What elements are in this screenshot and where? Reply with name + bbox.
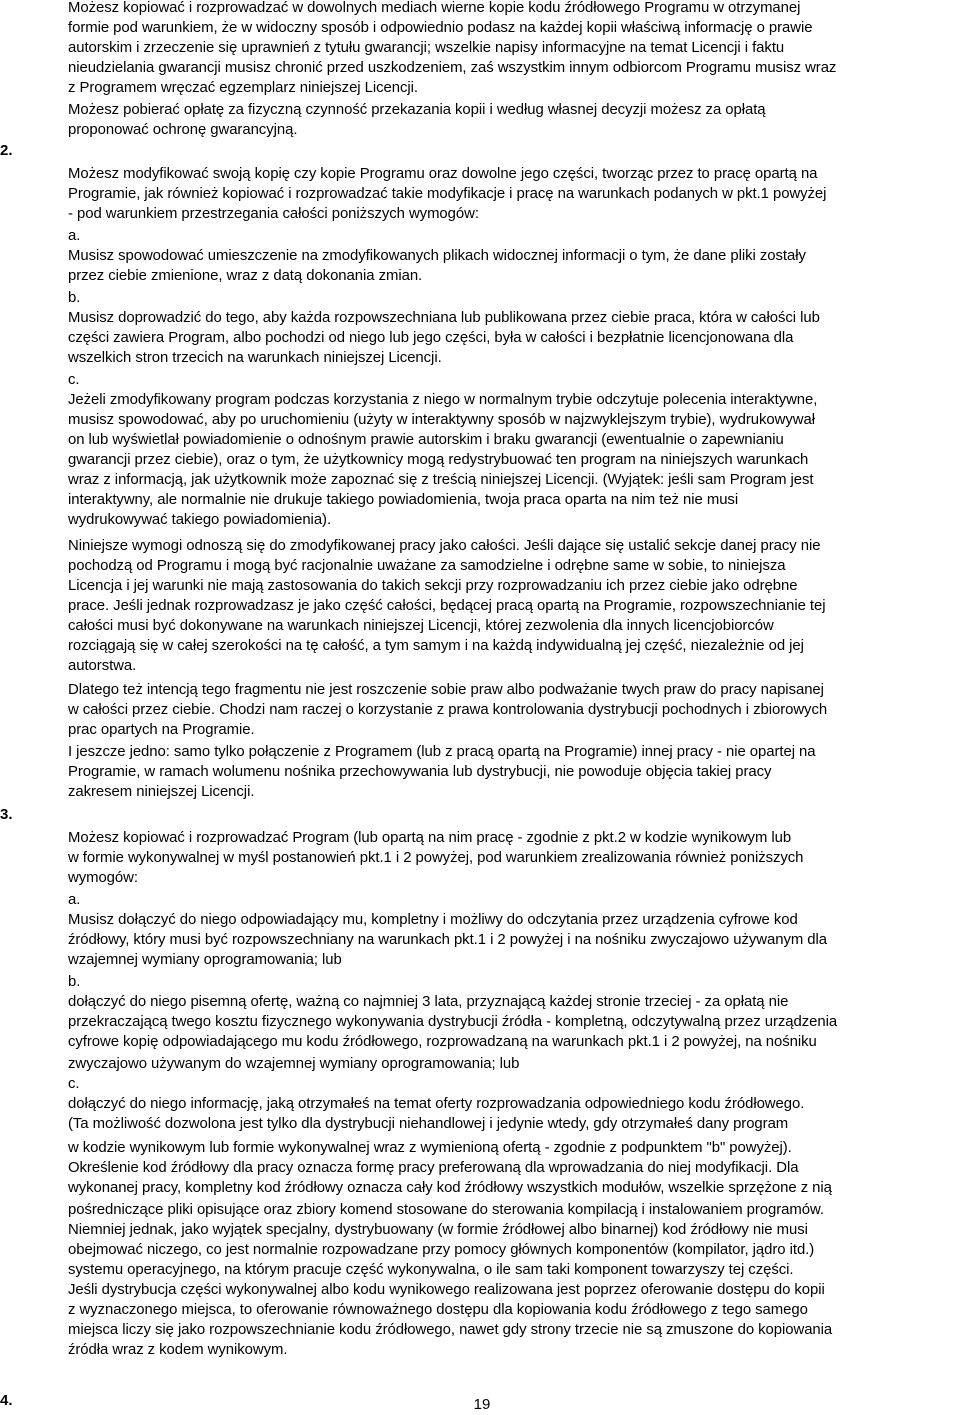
- section-number: 2.: [0, 142, 13, 159]
- text-line: Musisz dołączyć do niego odpowiadający mu, kompletny i możliwy do odczytania przez urządzenia cyfrowe kod: [68, 912, 798, 928]
- text-line: autorstwa.: [68, 658, 137, 674]
- text-line: rozciągają się w całej szerokości na tę całość, a tym samym i na każdą indywidualną jej część, niezależnie od jej: [68, 638, 804, 654]
- text-line: dołączyć do niego informację, jaką otrzymałeś na temat oferty rozprowadzania odpowiedniego kodu źródłowego.: [68, 1096, 805, 1112]
- text-line: całości musi być dokonywane na warunkach niniejszej Licencji, której zezwolenia dla innych licencjobiorców: [68, 618, 774, 634]
- text-line: zakresem niniejszej Licencji.: [68, 784, 255, 800]
- text-line: obejmować niczego, co jest normalnie rozpowadzane przy pomocy głównych komponentów (kompilator, jądro itd.): [68, 1242, 815, 1258]
- text-line: interaktywny, ale normalnie nie drukuje takiego powiadomienia, twoja praca oparta na nim też nie musi: [68, 492, 739, 508]
- text-line: pochodzą od Programu i mogą być racjonalnie uważane za samodzielne i odrębne same w sobie, to niniejsza: [68, 558, 786, 574]
- text-line: źródła wraz z kodem wynikowym.: [68, 1342, 288, 1358]
- text-line: Jeżeli zmodyfikowany program podczas korzystania z niego w normalnym trybie odczytuje polecenia interaktywne,: [68, 392, 818, 408]
- text-line: autorskim i zrzeczenie się uprawnień z tytułu gwarancji; wszelkie napisy informacyjne na temat Licencji i faktu: [68, 40, 785, 56]
- text-line: Jeśli dystrybucja części wykonywalnej albo kodu wynikowego realizowana jest poprzez oferowanie dostępu do kopii: [68, 1282, 825, 1298]
- text-line: formie pod warunkiem, że w widoczny sposób i odpowiednio podasz na każdej kopii właściwą informację o prawie: [68, 20, 813, 36]
- text-line: przekraczającą twego kosztu fizycznego wykonywania dystrybucji źródła - kompletną, odczytywalną przez urządzenia: [68, 1014, 838, 1030]
- section-number: 3.: [0, 806, 13, 823]
- text-line: Musisz spowodować umieszczenie na zmodyfikowanych plikach widocznej informacji o tym, że dane pliki zostały: [68, 248, 806, 264]
- text-line: b.: [68, 290, 81, 306]
- text-line: b.: [68, 974, 81, 990]
- text-line: przez ciebie zmienione, wraz z datą dokonania zmian.: [68, 268, 423, 284]
- text-line: cyfrowe kopię odpowiadającego mu kodu źródłowego, rozprowadzaną na warunkach pkt.1 i 2 powyżej, na nośniku: [68, 1034, 817, 1050]
- text-line: wzajemnej wymiany oprogramowania; lub: [68, 952, 342, 968]
- text-line: Niemniej jednak, jako wyjątek specjalny, dystrybuowany (w formie źródłowej albo binarnej) kod źródłowy nie musi: [68, 1222, 808, 1238]
- text-line: Możesz kopiować i rozprowadzać Program (lub opartą na nim pracę - zgodnie z pkt.2 w kodzie wynikowym lub: [68, 830, 792, 846]
- section-number: 4.: [0, 1392, 13, 1409]
- text-line: źródłowy, który musi być rozpowszechniany na warunkach pkt.1 i 2 powyżej i na nośniku zwyczajowo używanym dla: [68, 932, 827, 948]
- text-line: Licencja i jej warunki nie mają zastosowania do takich sekcji przy rozprowadzaniu ich przez ciebie jako odrębne: [68, 578, 798, 594]
- text-line: wydrukowywać takiego powiadomienia).: [68, 512, 332, 528]
- text-line: pośredniczące pliki opisujące oraz zbiory komend stosowane do sterowania kompilacją i instalowaniem programów.: [68, 1202, 824, 1218]
- text-line: proponować ochronę gwarancyjną.: [68, 122, 298, 138]
- text-line: wymogów:: [68, 870, 138, 886]
- text-line: prace. Jeśli jednak rozprowadzasz je jako część całości, będącej pracą opartą na Programie, rozpowszechnianie tej: [68, 598, 826, 614]
- text-line: c.: [68, 372, 80, 388]
- text-line: musisz spowodować, aby po uruchomieniu (użyty w interaktywny sposób w najzwyklejszym trybie), wydrukowywał: [68, 412, 815, 428]
- text-line: Możesz modyfikować swoją kopię czy kopie Programu oraz dowolne jego części, tworząc przez to pracę opartą na: [68, 166, 818, 182]
- text-line: części zawiera Program, albo pochodzi od niego lub jego części, była w całości i bezpłatnie licencjonowana dla: [68, 330, 794, 346]
- text-line: Określenie kod źródłowy dla pracy oznacza formę pracy preferowaną dla wprowadzania do niej modyfikacji. Dla: [68, 1160, 799, 1176]
- text-line: c.: [68, 1076, 80, 1092]
- text-line: I jeszcze jedno: samo tylko połączenie z Programem (lub z pracą opartą na Programie) innej pracy - nie opartej na: [68, 744, 816, 760]
- text-line: gwarancji przez ciebie), oraz o tym, że użytkownicy mogą redystrybuować ten program na niniejszych warunkach: [68, 452, 809, 468]
- page-number: 19: [473, 1396, 491, 1413]
- text-line: Programie, w ramach wolumenu nośnika przechowywania lub dystrybucji, nie powoduje objęcia takiej pracy: [68, 764, 772, 780]
- text-line: on lub wyświetlał powiadomienie o odnośnym prawie autorskim i braku gwarancji (ewentualnie o zapewnianiu: [68, 432, 784, 448]
- text-line: systemu operacyjnego, na którym pracuje część wykonywalna, o ile sam taki komponent towarzyszy tej części.: [68, 1262, 794, 1278]
- text-line: Programie, jak również kopiować i rozprowadzać takie modyfikacje i pracę na warunkach podanych w pkt.1 powyżej: [68, 186, 827, 202]
- text-line: a.: [68, 892, 81, 908]
- text-line: w formie wykonywalnej w myśl postanowień pkt.1 i 2 powyżej, pod warunkiem zrealizowania również poniższych: [68, 850, 804, 866]
- text-line: a.: [68, 228, 81, 244]
- text-line: prac opartych na Programie.: [68, 722, 255, 738]
- text-line: (Ta możliwość dozwolona jest tylko dla dystrybucji niehandlowej i jedynie wtedy, gdy otrzymałeś dany program: [68, 1116, 789, 1132]
- text-line: nieudzielania gwarancji musisz chronić przed uszkodzeniem, zaś wszystkim innym odbiorcom Programu musisz wraz: [68, 60, 837, 76]
- text-line: Dlatego też intencją tego fragmentu nie jest roszczenie sobie praw albo podważanie twych praw do pracy napisanej: [68, 682, 824, 698]
- text-line: wraz z informacją, jak użytkownik może zapoznać się z treścią niniejszej Licencji. (Wyjątek: jeśli sam Program jest: [68, 472, 814, 488]
- text-line: Możesz kopiować i rozprowadzać w dowolnych mediach wierne kopie kodu źródłowego Programu w otrzymanej: [68, 0, 801, 16]
- text-line: z Programem wręczać egzemplarz niniejszej Licencji.: [68, 80, 418, 96]
- text-line: w kodzie wynikowym lub formie wykonywalnej wraz z wymienioną ofertą - zgodnie z podpunktem "b" powyżej).: [68, 1140, 792, 1156]
- text-line: Musisz doprowadzić do tego, aby każda rozpowszechniana lub publikowana przez ciebie praca, która w całości lub: [68, 310, 820, 326]
- text-line: w całości przez ciebie. Chodzi nam raczej o korzystanie z prawa kontrolowania dystrybucji pochodnych i zbiorowych: [68, 702, 828, 718]
- text-line: z wyznaczonego miejsca, to oferowanie równoważnego dostępu dla kopiowania kodu źródłowego z tego samego: [68, 1302, 808, 1318]
- text-line: zwyczajowo używanym do wzajemnej wymiany oprogramowania; lub: [68, 1056, 520, 1072]
- text-line: Możesz pobierać opłatę za fizyczną czynność przekazania kopii i według własnej decyzji możesz za opłatą: [68, 102, 766, 118]
- text-line: Niniejsze wymogi odnoszą się do zmodyfikowanej pracy jako całości. Jeśli dające się ustalić sekcje danej pracy nie: [68, 538, 821, 554]
- text-line: wszelkich stron trzecich na warunkach niniejszej Licencji.: [68, 350, 442, 366]
- text-line: dołączyć do niego pisemną ofertę, ważną co najmniej 3 lata, przyznającą każdej stronie trzeciej - za opłatą nie: [68, 994, 789, 1010]
- text-line: miejsca liczy się jako rozpowszechnianie kodu źródłowego, nawet gdy strony trzecie nie są zmuszone do kopiowania: [68, 1322, 833, 1338]
- text-line: - pod warunkiem przestrzegania całości poniższych wymogów:: [68, 206, 479, 222]
- text-line: wykonanej pracy, kompletny kod źródłowy oznacza cały kod źródłowy wszystkich modułów, wszelkie sprzężone z nią: [68, 1180, 832, 1196]
